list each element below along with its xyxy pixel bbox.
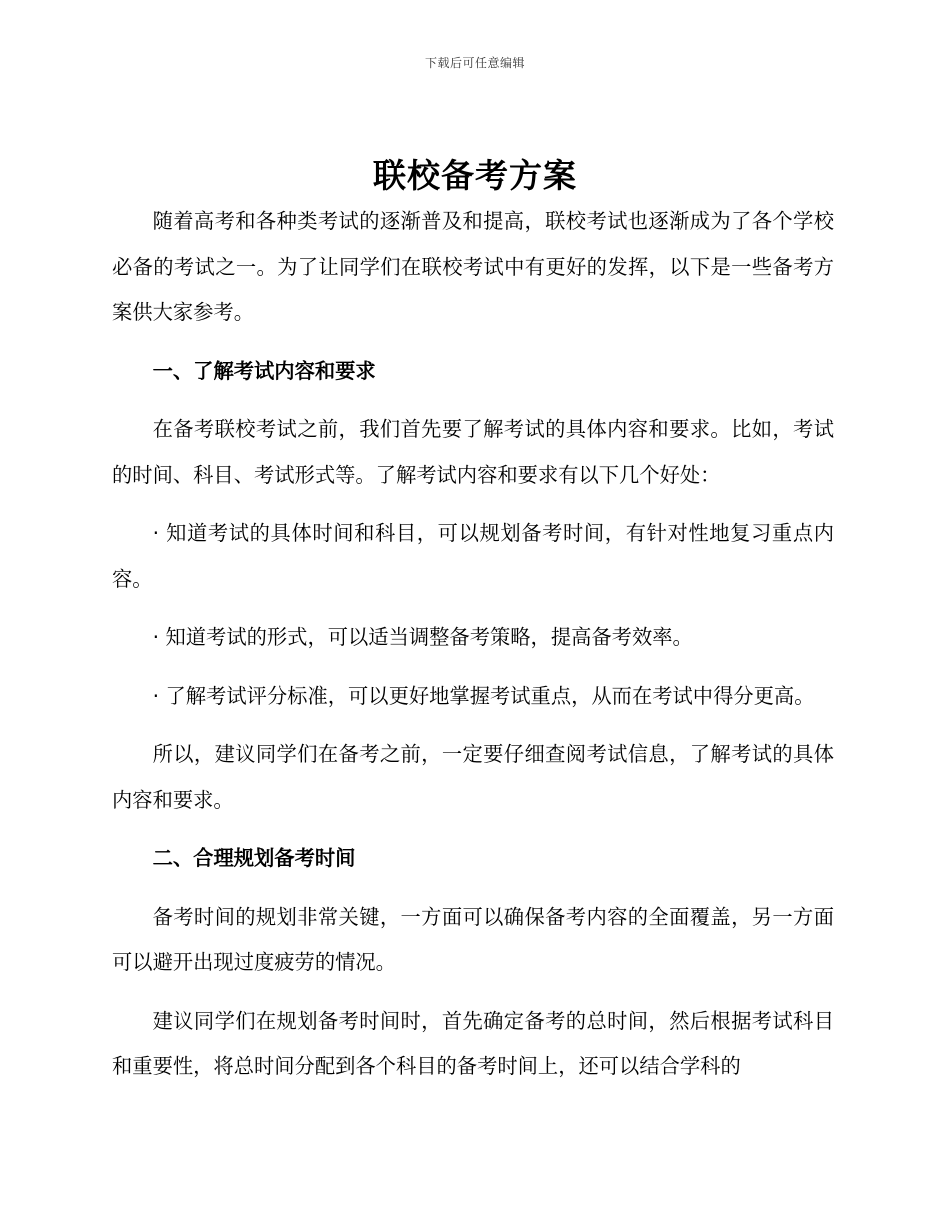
section-heading-2: 二、合理规划备考时间 xyxy=(152,846,356,870)
body-paragraph: 在备考联校考试之前，我们首先要了解考试的具体内容和要求。比如，考试的时间、科目、考试形式等。了解考试内容和要求有以下几个好处： xyxy=(112,417,834,487)
bullet-item: · 知道考试的形式，可以适当调整备考策略，提高备考效率。 xyxy=(152,625,693,649)
bullet-item: · 知道考试的具体时间和科目，可以规划备考时间，有针对性地复习重点内容。 xyxy=(112,521,834,591)
body-paragraph: 建议同学们在规划备考时间时，首先确定备考的总时间，然后根据考试科目和重要性，将总时间分配到各个科目的备考时间上，还可以结合学科的 xyxy=(112,1008,834,1078)
document-title: 联校备考方案 xyxy=(373,156,577,195)
body-paragraph: 备考时间的规划非常关键，一方面可以确保备考内容的全面覆盖，另一方面可以避开出现过度疲劳的情况。 xyxy=(112,904,834,974)
intro-paragraph: 随着高考和各种类考试的逐渐普及和提高，联校考试也逐渐成为了各个学校必备的考试之一。为了让同学们在联校考试中有更好的发挥，以下是一些备考方案供大家参考。 xyxy=(112,209,834,324)
bullet-item: · 了解考试评分标准，可以更好地掌握考试重点，从而在考试中得分更高。 xyxy=(152,683,815,708)
body-paragraph: 所以，建议同学们在备考之前，一定要仔细查阅考试信息，了解考试的具体内容和要求。 xyxy=(112,742,834,812)
document-body xyxy=(112,199,834,1090)
header-note: 下载后可任意编辑 xyxy=(424,56,525,70)
section-heading-1: 一、了解考试内容和要求 xyxy=(152,358,376,383)
